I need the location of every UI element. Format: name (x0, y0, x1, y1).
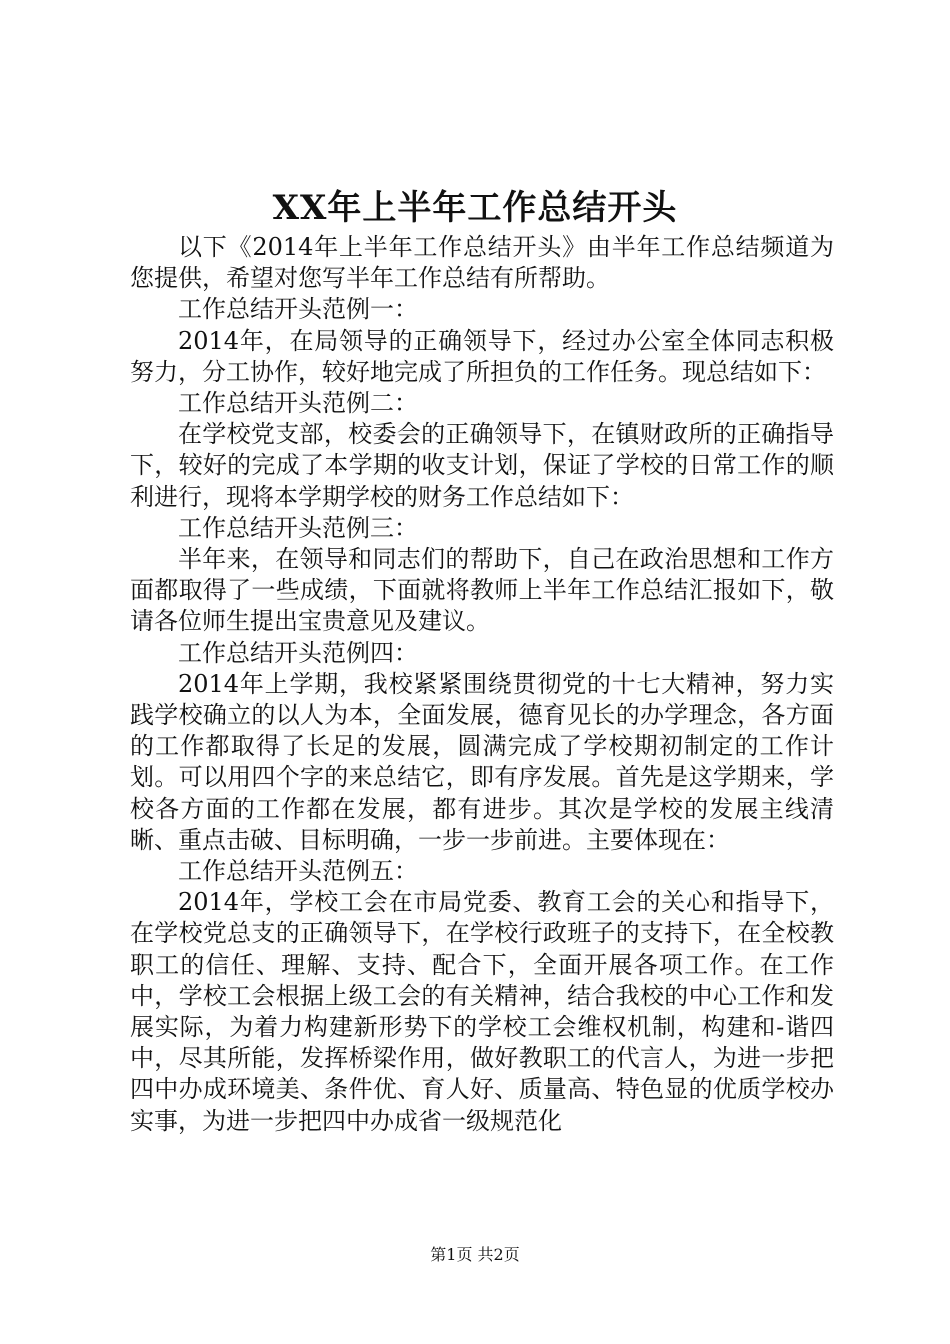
example-5-heading: 工作总结开头范例五： (178, 857, 418, 886)
example-4-paragraph: 2014年上学期，我校紧紧围绕贯彻党的十七大精神，努力实践学校确立的以人为本，全面发展，德育见长的办学理念，各方面的工作都取得了长足的发展，圆满完成了学校期初制定的工作计划。可以用四个字的来总结它，即有序发展。首先是这学期来，学校各方面的工作都在发展，都有进步。其次是学校的发展主线清晰、重点击破、目标明确，一步一步前进。主要体现在： (130, 669, 834, 854)
page-number-footer: 第1页 共2页 (430, 1245, 520, 1264)
intro-paragraph: 以下《2014年上半年工作总结开头》由半年工作总结频道为您提供，希望对您写半年工作总结有所帮助。 (130, 233, 834, 293)
example-2-paragraph: 在学校党支部，校委会的正确领导下，在镇财政所的正确指导下，较好的完成了本学期的收支计划，保证了学校的日常工作的顺利进行，现将本学期学校的财务工作总结如下： (130, 420, 834, 511)
example-3-paragraph: 半年来，在领导和同志们的帮助下，自己在政治思想和工作方面都取得了一些成绩，下面就将教师上半年工作总结汇报如下，敬请各位师生提出宝贵意见及建议。 (130, 545, 834, 636)
example-3-heading: 工作总结开头范例三： (178, 513, 418, 542)
example-4-heading: 工作总结开头范例四： (178, 638, 418, 667)
document-body (130, 232, 834, 1137)
example-5-paragraph: 2014年，学校工会在市局党委、教育工会的关心和指导下，在学校党总支的正确领导下，在学校行政班子的支持下，在全校教职工的信任、理解、支持、配合下，全面开展各项工作。在工作中，学校工会根据上级工会的有关精神，结合我校的中心工作和发展实际，为着力构建新形势下的学校工会维权机制，构建和-谐四中，尽其所能，发挥桥梁作用，做好教职工的代言人，为进一步把四中办成环境美、条件优、育人好、质量高、特色显的优质学校办实事，为进一步把四中办成省一级规范化 (130, 888, 834, 1135)
example-2-heading: 工作总结开头范例二： (178, 389, 418, 418)
example-1-paragraph: 2014年，在局领导的正确领导下，经过办公室全体同志积极努力，分工协作，较好地完成了所担负的工作任务。现总结如下： (130, 326, 834, 386)
page-title: XX年上半年工作总结开头 (272, 188, 678, 228)
example-1-heading: 工作总结开头范例一： (178, 295, 418, 324)
